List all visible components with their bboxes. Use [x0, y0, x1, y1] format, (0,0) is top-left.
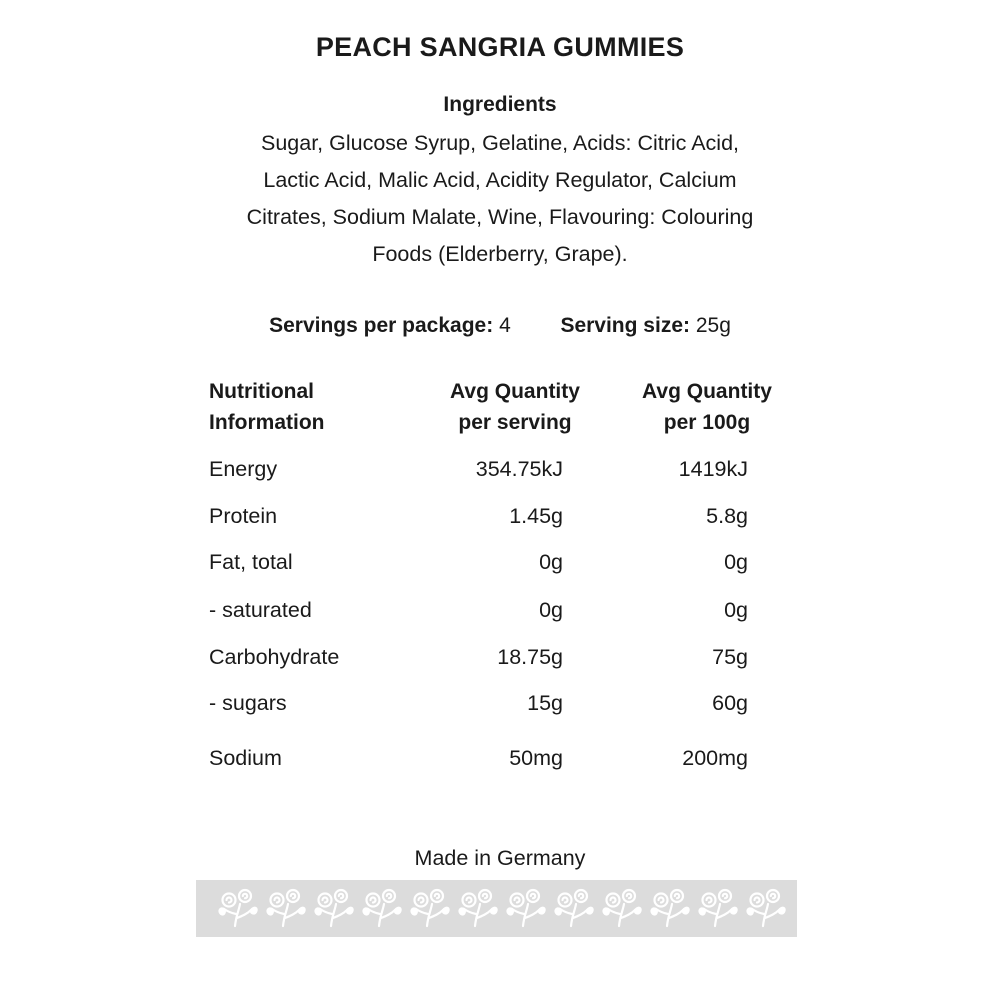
- decorative-floral-band: [196, 880, 797, 937]
- nutrient-name: - sugars: [209, 691, 287, 715]
- ingredients-line: Sugar, Glucose Syrup, Gelatine, Acids: Citric Acid,: [261, 131, 739, 155]
- serving-size-value: 25g: [695, 314, 731, 337]
- header-per-100g: [612, 376, 802, 438]
- nutrient-per-100g: 200mg: [682, 746, 748, 770]
- serving-size-label: Serving size:: [560, 314, 690, 337]
- header-line: per 100g: [663, 411, 751, 434]
- nutrient-name: Fat, total: [209, 550, 293, 574]
- nutrient-per-serving: 15g: [527, 691, 563, 715]
- servings-per-package-value: 4: [499, 314, 511, 337]
- nutrient-name: Energy: [209, 457, 278, 481]
- nutrient-name: Protein: [209, 504, 278, 528]
- nutrition-row-sugars: [0, 688, 1000, 718]
- nutrient-per-serving: 0g: [539, 598, 563, 622]
- header-nutritional-information: [209, 376, 429, 438]
- nutrient-per-100g: 0g: [724, 550, 748, 574]
- nutrient-per-serving: 1.45g: [509, 504, 563, 528]
- ingredients-line: Citrates, Sodium Malate, Wine, Flavouring: Colouring: [246, 205, 754, 229]
- header-per-serving: [420, 376, 610, 438]
- nutrient-per-serving: 0g: [539, 550, 563, 574]
- nutrient-per-100g: 5.8g: [706, 504, 748, 528]
- header-line: Avg Quantity: [450, 380, 580, 403]
- header-line: Information: [209, 411, 325, 434]
- nutrient-per-100g: 1419kJ: [678, 457, 748, 481]
- nutrition-row-fat-total: [0, 547, 1000, 577]
- nutrient-per-100g: 75g: [712, 645, 748, 669]
- servings-per-package-label: Servings per package:: [269, 314, 494, 337]
- header-line: Nutritional: [209, 380, 314, 403]
- servings-info: [0, 314, 1000, 338]
- header-line: per serving: [458, 411, 572, 434]
- ingredients-line: Lactic Acid, Malic Acid, Acidity Regulator, Calcium: [263, 168, 737, 192]
- nutrient-per-100g: 60g: [712, 691, 748, 715]
- nutrition-row-energy: [0, 454, 1000, 484]
- country-of-origin: Made in Germany: [414, 846, 586, 870]
- product-title: PEACH SANGRIA GUMMIES: [315, 32, 685, 62]
- ingredients-heading: Ingredients: [443, 93, 557, 116]
- nutrient-name: - saturated: [209, 598, 312, 622]
- flower-icon-row: [220, 890, 785, 926]
- nutrient-per-100g: 0g: [724, 598, 748, 622]
- nutrition-row-sodium: [0, 743, 1000, 773]
- nutrition-row-saturated: [0, 595, 1000, 625]
- nutrient-per-serving: 50mg: [509, 746, 563, 770]
- nutrient-name: Sodium: [209, 746, 282, 770]
- nutrient-per-serving: 354.75kJ: [475, 457, 563, 481]
- nutrient-per-serving: 18.75g: [497, 645, 563, 669]
- nutrition-row-protein: [0, 501, 1000, 531]
- ingredients-line: Foods (Elderberry, Grape).: [372, 242, 628, 266]
- nutrient-name: Carbohydrate: [209, 645, 340, 669]
- header-line: Avg Quantity: [642, 380, 772, 403]
- ingredients-text: [200, 125, 800, 273]
- nutrition-row-carbohydrate: [0, 642, 1000, 672]
